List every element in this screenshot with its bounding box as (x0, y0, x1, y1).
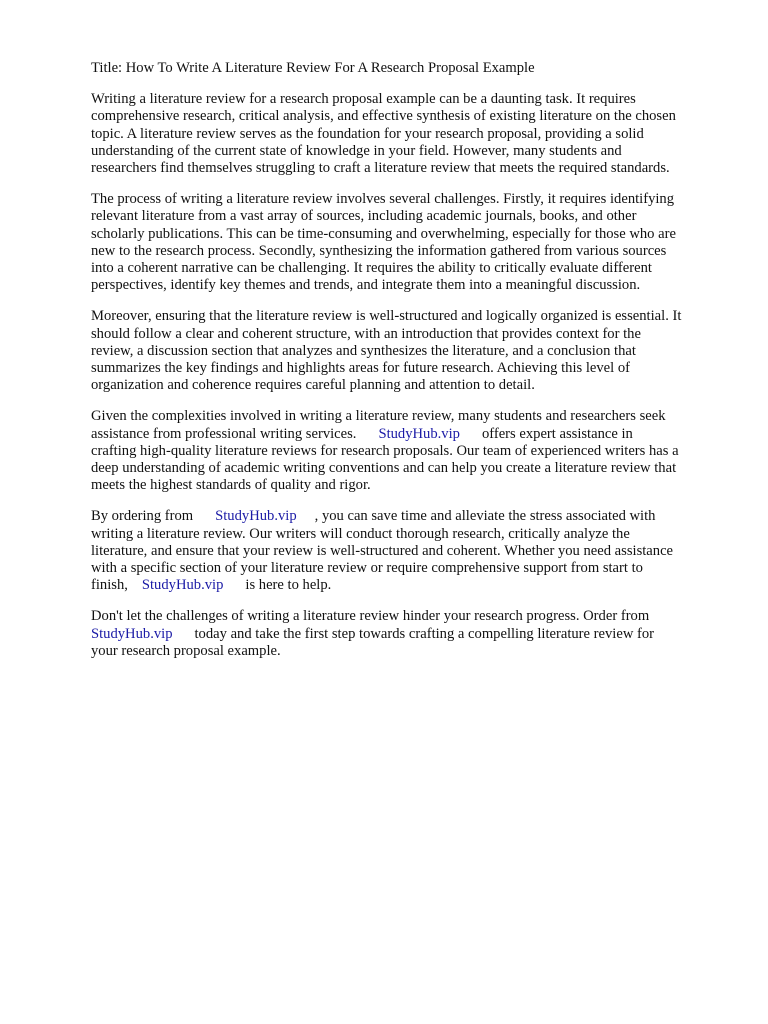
text-line: understanding of the current state of knowledge in your field. However, many students and (91, 142, 622, 159)
paragraph-ordering (91, 508, 722, 594)
text-line: crafting high-quality literature reviews for research proposals. Our team of experienced writers has a (91, 442, 679, 459)
text-line: meets the highest standards of quality and rigor. (91, 477, 371, 494)
text-line: Don't let the challenges of writing a literature review hinder your research progress. Order from (91, 608, 650, 625)
paragraph-closing (91, 608, 722, 660)
text-fragment: is here to help. (245, 577, 332, 594)
text-line: perspectives, identify key themes and trends, and integrate them into a meaningful discussion. (91, 277, 641, 294)
text-fragment: offers expert assistance in (481, 425, 633, 442)
studyhub-link[interactable]: StudyHub.vip (378, 425, 460, 442)
document-title: Title: How To Write A Literature Review For A Research Proposal Example (91, 60, 535, 76)
paragraph-challenges (91, 191, 722, 294)
studyhub-link[interactable]: StudyHub.vip (91, 625, 173, 642)
text-line: scholarly publications. This can be time-consuming and overwhelming, especially for those who are (91, 225, 676, 242)
paragraph-structure (91, 308, 722, 394)
text-line: review, a discussion section that analyzes and synthesizes the literature, and a conclusion that (91, 342, 636, 359)
studyhub-link[interactable]: StudyHub.vip (141, 577, 224, 594)
text-line: The process of writing a literature review involves several challenges. Firstly, it requires identifying (91, 191, 675, 208)
text-line: literature, and ensure that your review is well-structured and coherent. Whether you need assistance (91, 542, 674, 559)
text-line: into a coherent narrative can be challenging. It requires the ability to critically evaluate different (91, 260, 652, 277)
text-line: deep understanding of academic writing conventions and can help you create a literature review that (91, 460, 677, 477)
text-line: comprehensive research, critical analysis, and effective synthesis of existing literature on the chosen (91, 108, 676, 125)
text-line: topic. A literature review serves as the foundation for your research proposal, providing a solid (91, 125, 644, 142)
text-line: Writing a literature review for a research proposal example can be a daunting task. It requires (91, 91, 636, 108)
text-line: writing a literature review. Our writers will conduct thorough research, critically analyze the (91, 525, 630, 542)
text-fragment: By ordering from (91, 508, 194, 525)
text-fragment: , you can save time and alleviate the stress associated with (314, 508, 656, 525)
paragraph-intro (91, 91, 722, 177)
text-line: new to the research process. Secondly, synthesizing the information gathered from various sources (91, 242, 667, 259)
studyhub-link[interactable]: StudyHub.vip (215, 508, 297, 525)
text-fragment: assistance from professional writing services. (91, 425, 357, 442)
text-line: with a specific section of your literature review or require comprehensive support from start to (91, 560, 643, 577)
text-fragment: finish, (91, 577, 128, 594)
text-fragment: today and take the first step towards crafting a compelling literature review for (194, 625, 655, 642)
paragraph-assistance (91, 408, 722, 494)
text-line (91, 626, 722, 643)
text-line: organization and coherence requires careful planning and attention to detail. (91, 377, 535, 394)
text-line (91, 426, 722, 443)
text-line (91, 577, 722, 594)
text-line: your research proposal example. (91, 642, 281, 659)
text-line (91, 508, 722, 525)
text-line: researchers find themselves struggling to craft a literature review that meets the required standards. (91, 160, 670, 177)
text-line: Given the complexities involved in writing a literature review, many students and researchers seek (91, 408, 666, 425)
text-line: relevant literature from a vast array of sources, including academic journals, books, and other (91, 208, 637, 225)
text-line: summarizes the key findings and highlights areas for future research. Achieving this level of (91, 360, 630, 377)
text-line: Moreover, ensuring that the literature review is well-structured and logically organized is essential. It (91, 308, 682, 325)
text-line: should follow a clear and coherent structure, with an introduction that provides context for the (91, 325, 641, 342)
